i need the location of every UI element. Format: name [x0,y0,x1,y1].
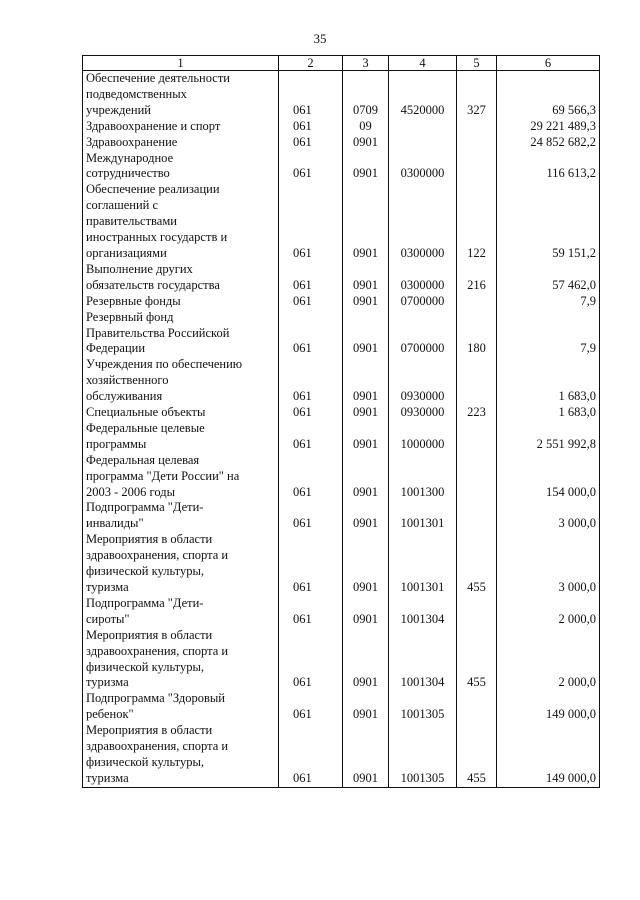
expense-type-code: 327 [457,71,497,119]
row-name-line: хозяйственного [86,373,169,388]
target-article-code [389,135,457,151]
expense-type-code [457,691,497,723]
budget-table [82,55,600,788]
target-article-code: 1001304 [389,596,457,628]
section-code: 0901 [343,405,389,421]
target-article-code: 1001300 [389,453,457,501]
row-name-line: организациями [86,245,167,260]
amount: 154 000,0 [497,453,600,501]
row-name-line: Специальные объекты [86,405,206,420]
row-name [83,405,279,421]
row-name [83,723,279,787]
amount: 2 551 992,8 [497,421,600,453]
row-name-line: соглашений с [86,198,158,213]
page-number: 35 [313,31,327,46]
department-code: 061 [279,596,343,628]
row-name-line: программа "Дети России" на [86,468,240,483]
column-header: 5 [457,56,497,71]
amount: 2 000,0 [497,596,600,628]
row-name-line: сироты" [86,611,130,626]
column-header: 6 [497,56,600,71]
table-row [83,421,600,453]
column-header: 1 [83,56,279,71]
target-article-code: 1000000 [389,421,457,453]
table-row [83,596,600,628]
row-name [83,500,279,532]
table-row [83,405,600,421]
row-name [83,532,279,596]
department-code: 061 [279,151,343,183]
department-code: 061 [279,182,343,262]
amount: 3 000,0 [497,532,600,596]
row-name [83,135,279,151]
department-code: 061 [279,71,343,119]
target-article-code: 1001304 [389,628,457,692]
target-article-code: 1001305 [389,723,457,787]
row-name-line: Федерации [86,341,146,356]
target-article-code: 0700000 [389,310,457,358]
row-name-line: Подпрограмма "Дети- [86,595,204,610]
amount: 29 221 489,3 [497,119,600,135]
expense-type-code [457,119,497,135]
table-row [83,119,600,135]
row-name-line: подведомственных [86,86,187,101]
department-code: 061 [279,119,343,135]
amount: 69 566,3 [497,71,600,119]
expense-type-code [457,151,497,183]
section-code: 0901 [343,357,389,405]
target-article-code: 1001301 [389,500,457,532]
section-code: 0901 [343,596,389,628]
table-row [83,357,600,405]
amount: 149 000,0 [497,723,600,787]
department-code: 061 [279,135,343,151]
row-name-line: Обеспечение реализации [86,182,220,197]
section-code: 0901 [343,135,389,151]
row-name-line: 2003 - 2006 годы [86,484,176,499]
department-code: 061 [279,628,343,692]
expense-type-code: 455 [457,723,497,787]
row-name [83,262,279,294]
department-code: 061 [279,294,343,310]
row-name [83,119,279,135]
target-article-code: 0700000 [389,294,457,310]
row-name [83,691,279,723]
row-name-line: Обеспечение деятельности [86,71,231,85]
table-row [83,71,600,119]
amount: 3 000,0 [497,500,600,532]
section-code: 09 [343,119,389,135]
column-header: 2 [279,56,343,71]
section-code: 0901 [343,182,389,262]
table-row [83,500,600,532]
row-name-line: Здравоохранение [86,134,178,149]
row-name [83,628,279,692]
department-code: 061 [279,532,343,596]
amount: 116 613,2 [497,151,600,183]
expense-type-code: 216 [457,262,497,294]
section-code: 0901 [343,151,389,183]
row-name-line: программы [86,436,147,451]
row-name-line: сотрудничество [86,166,170,181]
row-name-line: инвалиды" [86,516,144,531]
amount: 24 852 682,2 [497,135,600,151]
table-body [83,71,600,788]
row-name-line: туризма [86,675,129,690]
row-name-line: обязательств государства [86,277,220,292]
target-article-code: 0300000 [389,182,457,262]
department-code: 061 [279,421,343,453]
section-code: 0901 [343,310,389,358]
department-code: 061 [279,310,343,358]
expense-type-code: 455 [457,532,497,596]
row-name [83,453,279,501]
amount: 59 151,2 [497,182,600,262]
section-code: 0901 [343,500,389,532]
expense-type-code: 223 [457,405,497,421]
department-code: 061 [279,405,343,421]
table-row [83,182,600,262]
amount: 7,9 [497,310,600,358]
row-name-line: Учреждения по обеспечению [86,357,243,372]
expense-type-code [457,294,497,310]
target-article-code: 0930000 [389,405,457,421]
row-name-line: правительствами [86,214,177,229]
row-name-line: здравоохранения, спорта и [86,643,229,658]
row-name-line: Мероприятия в области [86,627,213,642]
section-code: 0901 [343,628,389,692]
target-article-code [389,119,457,135]
column-header: 3 [343,56,389,71]
expense-type-code [457,500,497,532]
table-row [83,294,600,310]
section-code: 0709 [343,71,389,119]
department-code: 061 [279,357,343,405]
table-row [83,453,600,501]
column-header: 4 [389,56,457,71]
row-name-line: туризма [86,770,129,785]
row-name [83,421,279,453]
amount: 7,9 [497,294,600,310]
row-name-line: ребенок" [86,707,134,722]
row-name-line: здравоохранения, спорта и [86,739,229,754]
row-name-line: Правительства Российской [86,325,230,340]
target-article-code: 0300000 [389,151,457,183]
table-row [83,135,600,151]
row-name-line: физической культуры, [86,659,204,674]
section-code: 0901 [343,262,389,294]
department-code: 061 [279,500,343,532]
row-name-line: Резервные фонды [86,293,181,308]
expense-type-code [457,596,497,628]
row-name-line: физической культуры, [86,754,204,769]
row-name-line: Подпрограмма "Дети- [86,500,204,515]
expense-type-code [457,357,497,405]
table-row [83,262,600,294]
section-code: 0901 [343,453,389,501]
row-name-line: Здравоохранение и спорт [86,118,221,133]
row-name-line: Мероприятия в области [86,532,213,547]
amount: 57 462,0 [497,262,600,294]
row-name-line: Международное [86,150,174,165]
target-article-code: 1001305 [389,691,457,723]
row-name [83,357,279,405]
section-code: 0901 [343,532,389,596]
department-code: 061 [279,691,343,723]
expense-type-code [457,135,497,151]
table-row [83,532,600,596]
row-name-line: Федеральная целевая [86,452,200,467]
row-name-line: Подпрограмма "Здоровый [86,691,225,706]
department-code: 061 [279,453,343,501]
row-name-line: иностранных государств и [86,230,228,245]
amount: 2 000,0 [497,628,600,692]
table-row [83,691,600,723]
row-name [83,596,279,628]
section-code: 0901 [343,421,389,453]
row-name-line: Резервный фонд [86,309,174,324]
table-row [83,723,600,787]
amount: 149 000,0 [497,691,600,723]
row-name [83,182,279,262]
row-name [83,151,279,183]
expense-type-code: 455 [457,628,497,692]
row-name-line: учреждений [86,102,151,117]
table-row [83,628,600,692]
row-name-line: Выполнение других [86,261,193,276]
department-code: 061 [279,262,343,294]
amount: 1 683,0 [497,405,600,421]
table-row [83,151,600,183]
row-name [83,71,279,119]
row-name [83,294,279,310]
section-code: 0901 [343,294,389,310]
target-article-code: 4520000 [389,71,457,119]
row-name [83,310,279,358]
table-header-row [83,56,600,71]
target-article-code: 0930000 [389,357,457,405]
expense-type-code: 180 [457,310,497,358]
target-article-code: 1001301 [389,532,457,596]
row-name-line: физической культуры, [86,564,204,579]
section-code: 0901 [343,723,389,787]
amount: 1 683,0 [497,357,600,405]
table-row [83,310,600,358]
target-article-code: 0300000 [389,262,457,294]
row-name-line: Мероприятия в области [86,723,213,738]
row-name-line: Федеральные целевые [86,420,205,435]
expense-type-code [457,453,497,501]
expense-type-code [457,421,497,453]
department-code: 061 [279,723,343,787]
section-code: 0901 [343,691,389,723]
row-name-line: обслуживания [86,389,163,404]
expense-type-code: 122 [457,182,497,262]
row-name-line: туризма [86,580,129,594]
row-name-line: здравоохранения, спорта и [86,548,229,563]
